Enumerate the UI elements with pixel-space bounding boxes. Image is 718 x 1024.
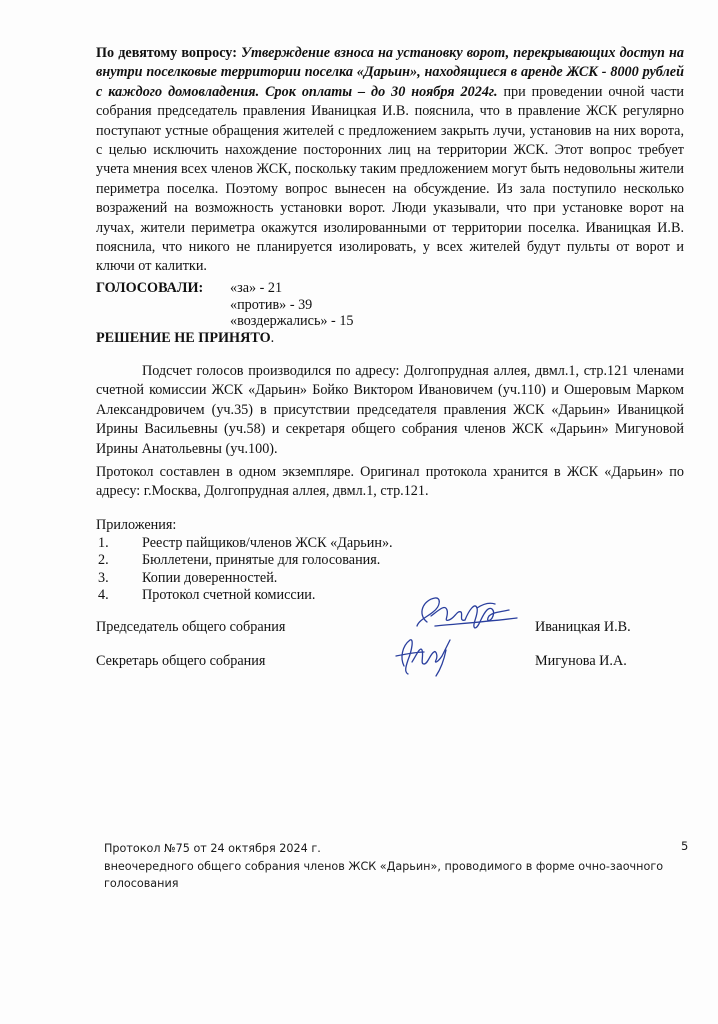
question-nine-section	[96, 44, 684, 277]
appendix-item	[96, 534, 393, 553]
footer-protocol-line: Протокол №75 от 24 октября 2024 г.	[104, 842, 321, 855]
vote-abstained: «воздержались» - 15	[230, 313, 354, 329]
appendix-item-number: 2.	[98, 552, 109, 569]
appendix-item-number: 3.	[98, 569, 109, 586]
footer-meeting-line: внеочередного общего собрания членов ЖСК «Дарьин», проводимого в форме очно-заочного голосования	[104, 859, 664, 890]
secretary-role: Секретарь общего собрания	[96, 653, 266, 669]
vote-against: «против» - 39	[230, 296, 313, 313]
appendix-item-text: Реестр пайщиков/членов ЖСК «Дарьин».	[142, 534, 393, 551]
secretary-name: Мигунова И.А.	[535, 653, 627, 669]
appendix-item-number: 1.	[98, 534, 109, 551]
appendix-title: Приложения:	[96, 517, 177, 533]
question-body: при проведении очной части собрания председатель правления Иваницкая И.В. пояснила, что в правление ЖСК регулярно поступают устные обращения жителей с предложением закрыть лучи, установив на них ворота, с целью исключить нахождение посторонних лиц на территории ЖСК. Этот вопрос требует учета мнения всех членов ЖСК, поскольку таким предложением могут быть недовольны жители периметра поселка. Поэтому вопрос вынесен на обсуждение. Из зала поступило несколько возражений на возможность установки ворот. Люди указывали, что при установке ворот на лучах, жители периметра окажутся изолированными от территории поселка. Иваницкая И.В. пояснила, что никого не планируется изолировать, у всех жителей будут пульты от ворот и ключи от калитки.	[96, 83, 684, 275]
chair-name: Иваницкая И.В.	[535, 619, 631, 635]
question-title: Утверждение взноса на установку ворот, перекрывающих доступ на внутри поселковые территории поселка «Дарьин», находящиеся в аренде ЖСК - 8000 рублей с каждого домовладения. Срок оплаты – до 30 ноября 2024г.	[96, 45, 685, 100]
page-number: 5	[681, 839, 689, 853]
appendix-item-number: 4.	[98, 587, 109, 604]
appendix-list	[96, 517, 393, 605]
vote-count-paragraph: Подсчет голосов производился по адресу: Долгопрудная аллея, двмл.1, стр.121 членами счетной комиссии ЖСК «Дарьин» Бойко Виктором Ивановичем (уч.110) и Ошеровым Марком Александровичем (уч.35) в присутствии председателя правления ЖСК «Дарьин» Иваницкой Ирины Васильевны (уч.58) и секретаря общего собрания членов ЖСК «Дарьин» Мигуновой Ирины Анатольевны (уч.100).	[96, 363, 684, 457]
appendix-item-text: Бюллетени, принятые для голосования.	[142, 552, 381, 569]
appendix-item	[96, 587, 316, 605]
appendix-item	[96, 569, 278, 588]
decision-text: РЕШЕНИЕ НЕ ПРИНЯТО	[96, 330, 271, 346]
decision-dot: .	[270, 330, 275, 346]
page-footer	[104, 840, 664, 893]
question-prefix: По девятому вопросу:	[96, 45, 237, 61]
voting-label: ГОЛОСОВАЛИ:	[96, 280, 204, 296]
question-paragraph	[96, 44, 684, 277]
protocol-storage-note: Протокол составлен в одном экземпляре. Оригинал протокола хранится в ЖСК «Дарьин» по адресу: г.Москва, Долгопрудная аллея, двмл.1, стр.121.	[96, 464, 684, 499]
chair-role: Председатель общего собрания	[96, 619, 286, 635]
decision-statement	[96, 330, 274, 347]
vote-for: «за» - 21	[230, 280, 283, 296]
appendix-item	[96, 552, 381, 570]
voting-results	[230, 280, 354, 330]
appendix-item-text: Копии доверенностей.	[142, 569, 278, 586]
secretary-signature-image	[390, 630, 460, 678]
appendix-item-text: Протокол счетной комиссии.	[142, 587, 316, 604]
